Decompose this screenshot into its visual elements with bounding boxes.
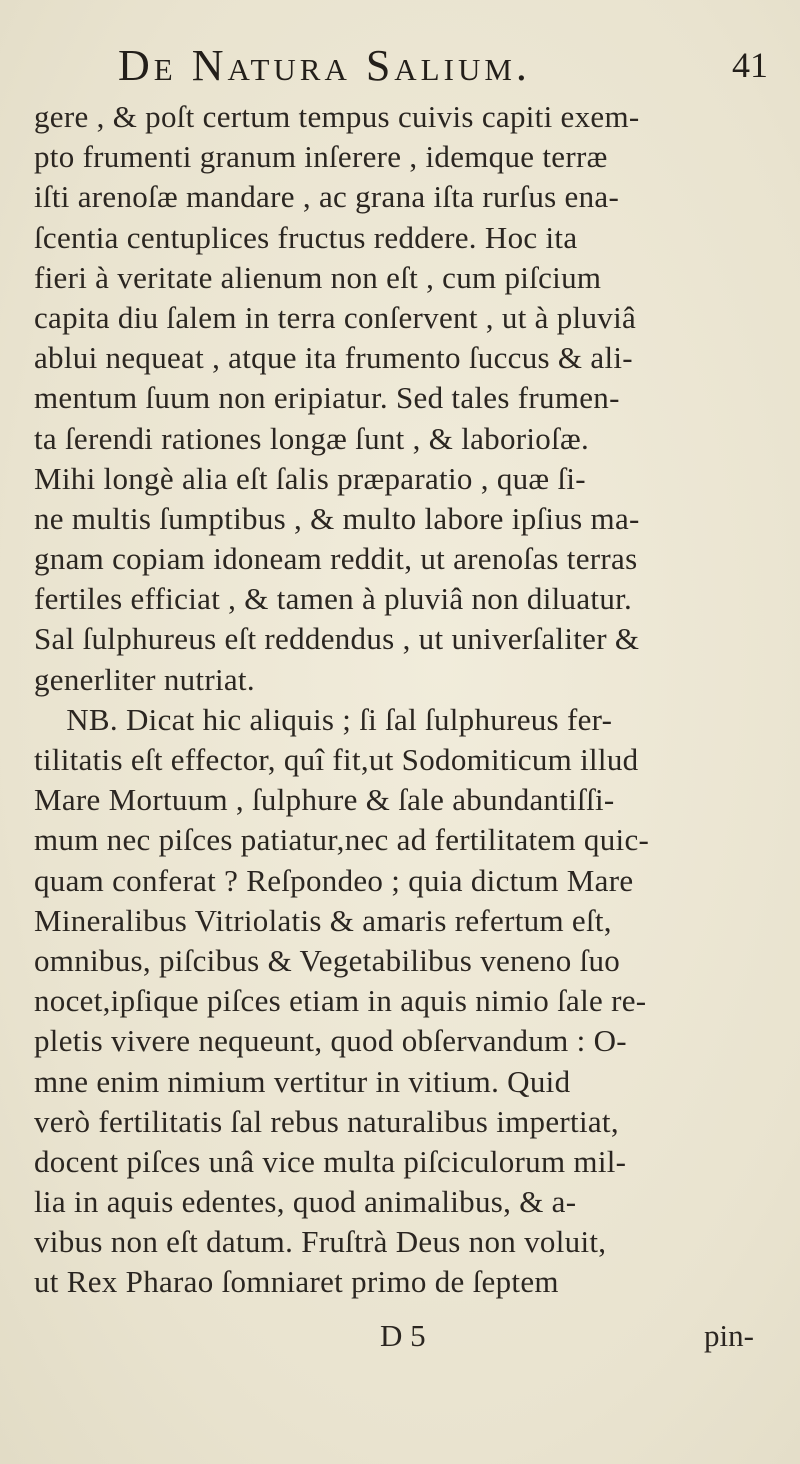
text-line: gere , & poſt certum tempus cuivis capiti exem- <box>34 99 640 134</box>
text-line: ut Rex Pharao ſomniaret primo de ſeptem <box>34 1264 559 1300</box>
text-line: pletis vivere nequeunt, quod obſervandum : O- <box>34 1023 627 1059</box>
text-line: Mare Mortuum , ſulphure & ſale abundantiſſi- <box>34 782 615 818</box>
text-line: Mihi longè alia eſt ſalis præparatio , quæ ſi- <box>34 460 586 496</box>
text-line: Mineralibus Vitriolatis & amaris refertum eſt, <box>34 902 612 938</box>
text-line: tilitatis eſt effector, quî fit,ut Sodomiticum illud <box>34 742 639 777</box>
text-line: vibus non eſt datum. Fruſtrà Deus non voluit, <box>34 1224 607 1260</box>
text-line: verò fertilitatis ſal rebus naturalibus impertiat, <box>34 1103 619 1139</box>
text-line: capita diu ſalem in terra conſervent , ut à pluviâ <box>34 299 637 335</box>
running-header <box>118 40 778 100</box>
text-line: NB. Dicat hic aliquis ; ſi ſal ſulphureus fer- <box>34 701 613 737</box>
page-number: 41 <box>732 45 768 85</box>
signature-mark: D 5 <box>380 1318 426 1353</box>
text-line: fieri à veritate alienum non eſt , cum piſcium <box>34 259 602 295</box>
text-line: mentum ſuum non eripiatur. Sed tales frumen- <box>34 380 620 416</box>
text-line: fertiles efficiat , & tamen à pluviâ non diluatur. <box>34 581 633 617</box>
text-line: mne enim nimium vertitur in vitium. Quid <box>34 1063 571 1099</box>
text-line: ablui nequeat , atque ita frumento ſuccus & ali- <box>34 340 633 376</box>
text-line: Sal ſulphureus eſt reddendus , ut univerſaliter & <box>34 621 640 657</box>
text-line: omnibus, piſcibus & Vegetabilibus veneno ſuo <box>34 942 621 978</box>
catchword: pin- <box>704 1318 754 1353</box>
page-footer <box>0 1318 800 1362</box>
text-line: ſcentia centuplices fructus reddere. Hoc ita <box>34 219 578 255</box>
text-line: ne multis ſumptibus , & multo labore ipſius ma- <box>34 500 640 536</box>
text-line: iſti arenoſæ mandare , ac grana iſta rurſus ena- <box>34 179 620 215</box>
text-line: docent piſces unâ vice multa piſciculorum mil- <box>34 1143 627 1179</box>
text-line: gnam copiam idoneam reddit, ut arenoſas terras <box>34 541 638 577</box>
text-line: generliter nutriat. <box>34 661 255 697</box>
text-line: mum nec piſces patiatur,nec ad fertilitatem quic- <box>34 822 650 858</box>
text-line: lia in aquis edentes, quod animalibus, & a- <box>34 1184 577 1220</box>
text-line: nocet,ipſique piſces etiam in aquis nimio ſale re- <box>34 983 647 1019</box>
text-line: ta ſerendi rationes longæ ſunt , & laborioſæ. <box>34 420 590 456</box>
body-text <box>34 97 794 1303</box>
text-line: quam conferat ? Reſpondeo ; quia dictum Mare <box>34 862 634 898</box>
running-title: De Natura Salium. <box>118 41 531 90</box>
text-line: pto frumenti granum inſerere , idemque terræ <box>34 139 608 175</box>
